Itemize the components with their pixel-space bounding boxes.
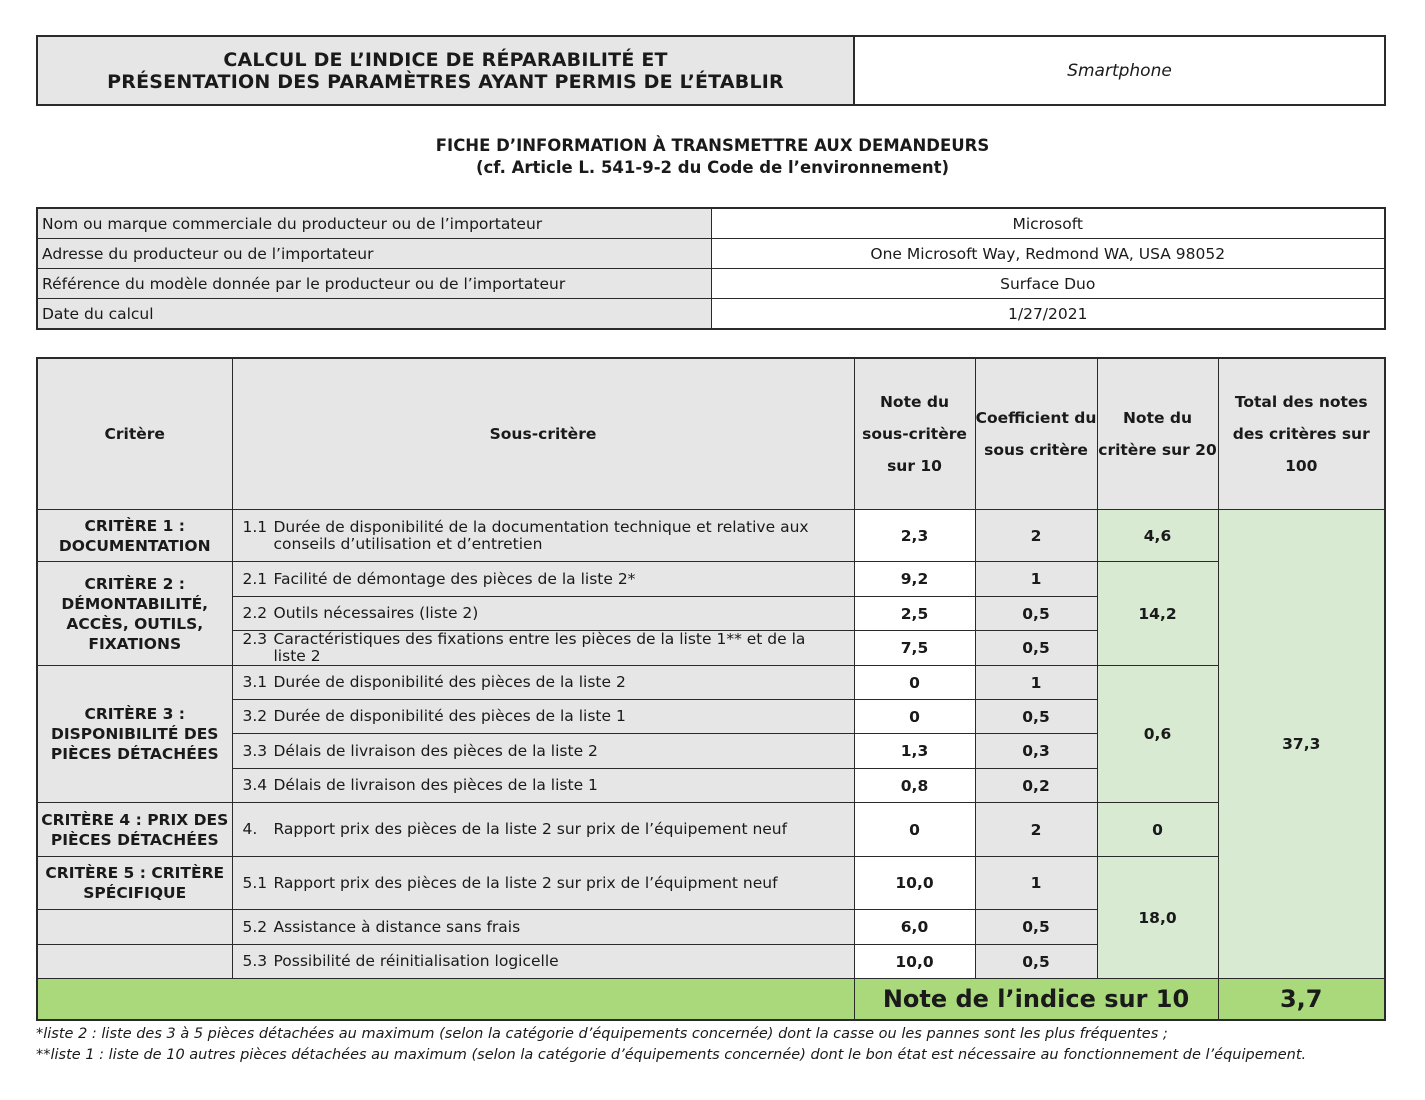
subcriterion <box>232 666 854 700</box>
criterion-5-label: CRITÈRE 5 : CRITÈRE SPÉCIFIQUE <box>37 857 232 910</box>
column-header-note-critere: Note du critère sur 20 <box>1097 358 1218 510</box>
subcriterion-number: 5.1 <box>242 873 268 892</box>
table-row <box>37 510 1385 562</box>
column-header-total: Total des notes des critères sur 100 <box>1218 358 1385 510</box>
subcriterion-number: 4. <box>242 820 258 838</box>
subcriterion-coefficient: 0,3 <box>975 734 1097 769</box>
subcriterion-text: Rapport prix des pièces de la liste 2 sur prix de l’équipement neuf <box>273 820 788 838</box>
column-header-coefficient: Coefficient du sous critère <box>975 358 1097 510</box>
subcriterion <box>232 510 854 562</box>
subcriterion-text: Durée de disponibilité des pièces de la liste 1 <box>273 707 626 725</box>
footnote-liste-1: **liste 1 : liste de 10 autres pièces détachées au maximum (selon la catégorie d’équipements concernée) dont le bon état est nécessaire au fonctionnement de l’équipement. <box>36 1047 1307 1063</box>
subcriterion-number: 3.3 <box>242 741 268 760</box>
subcriterion-note: 6,0 <box>854 910 975 945</box>
product-category: Smartphone <box>854 36 1385 105</box>
info-value: Microsoft <box>711 208 1385 239</box>
subcriterion-coefficient: 0,5 <box>975 597 1097 631</box>
final-score-value: 3,7 <box>1218 979 1385 1021</box>
document-title <box>37 36 854 105</box>
column-header-critere: Critère <box>37 358 232 510</box>
subcriterion-coefficient: 0,5 <box>975 945 1097 979</box>
subcriterion-note: 2,3 <box>854 510 975 562</box>
subcriterion-coefficient: 0,5 <box>975 700 1097 734</box>
subcriterion-number: 5.3 <box>242 952 268 970</box>
criterion-1-label: CRITÈRE 1 : DOCUMENTATION <box>37 510 232 562</box>
criterion-3-label: CRITÈRE 3 : DISPONIBILITÉ DES PIÈCES DÉTACHÉES <box>37 666 232 803</box>
table-row <box>37 562 1385 597</box>
subcriterion-text: Facilité de démontage des pièces de la liste 2* <box>273 569 636 588</box>
subcriterion <box>232 700 854 734</box>
subcriterion-note: 7,5 <box>854 631 975 666</box>
subcriterion-number: 2.1 <box>242 569 268 588</box>
title-line-1: CALCUL DE L’INDICE DE RÉPARABILITÉ ET <box>223 48 668 71</box>
subcriterion-coefficient: 0,5 <box>975 631 1097 666</box>
subcriterion <box>232 597 854 631</box>
subcriterion-text: Rapport prix des pièces de la liste 2 sur prix de l’équipment neuf <box>273 873 778 892</box>
empty-criterion-cell <box>37 945 232 979</box>
subcriterion-coefficient: 2 <box>975 803 1097 857</box>
subcriterion-text: Outils nécessaires (liste 2) <box>273 604 479 622</box>
subcriterion-note: 10,0 <box>854 945 975 979</box>
subcriterion-note: 0,8 <box>854 769 975 803</box>
info-label: Nom ou marque commerciale du producteur ou de l’importateur <box>37 208 711 239</box>
subcriterion <box>232 631 854 666</box>
subcriterion <box>232 910 854 945</box>
subcriterion <box>232 945 854 979</box>
subcriterion-note: 0 <box>854 700 975 734</box>
fiche-title <box>0 135 1425 179</box>
subcriterion-text: Durée de disponibilité de la documentation technique et relative aux conseils d’utilisation et d’entretien <box>273 517 809 553</box>
info-label: Référence du modèle donnée par le producteur ou de l’importateur <box>37 269 711 299</box>
table-row <box>37 857 1385 910</box>
subcriterion-note: 0 <box>854 666 975 700</box>
subcriterion-text: Délais de livraison des pièces de la liste 1 <box>273 776 598 794</box>
criterion-1-note: 4,6 <box>1097 510 1218 562</box>
fiche-title-line-2: (cf. Article L. 541-9-2 du Code de l’environnement) <box>475 158 950 177</box>
table-row <box>37 803 1385 857</box>
total-notes-sur-100: 37,3 <box>1218 510 1385 979</box>
info-row <box>37 299 1385 330</box>
subcriterion-number: 3.1 <box>242 673 268 691</box>
subcriterion-number: 2.3 <box>242 630 268 648</box>
final-row-spacer <box>37 979 854 1021</box>
subcriterion <box>232 769 854 803</box>
info-row <box>37 208 1385 239</box>
criterion-2-label: CRITÈRE 2 : DÉMONTABILITÉ, ACCÈS, OUTILS, FIXATIONS <box>37 562 232 666</box>
info-value: 1/27/2021 <box>711 299 1385 330</box>
subcriterion-note: 9,2 <box>854 562 975 597</box>
subcriterion-coefficient: 0,2 <box>975 769 1097 803</box>
subcriterion-number: 5.2 <box>242 917 268 936</box>
subcriterion-coefficient: 1 <box>975 666 1097 700</box>
subcriterion-text: Possibilité de réinitialisation logicelle <box>273 952 559 970</box>
info-value: Surface Duo <box>711 269 1385 299</box>
subcriterion <box>232 562 854 597</box>
subcriterion <box>232 857 854 910</box>
footnote-liste-2: *liste 2 : liste des 3 à 5 pièces détachées au maximum (selon la catégorie d’équipements concernée) dont la casse ou les pannes sont les plus fréquentes ; <box>36 1026 1168 1042</box>
subcriterion-note: 10,0 <box>854 857 975 910</box>
fiche-title-line-1: FICHE D’INFORMATION À TRANSMETTRE AUX DEMANDEURS <box>435 136 990 155</box>
criterion-5-note: 18,0 <box>1097 857 1218 979</box>
subcriterion-text: Caractéristiques des fixations entre les pièces de la liste 1** et de la liste 2 <box>273 630 806 665</box>
subcriterion-number: 3.2 <box>242 707 268 725</box>
info-label: Date du calcul <box>37 299 711 330</box>
final-score-label: Note de l’indice sur 10 <box>854 979 1218 1021</box>
subcriterion-coefficient: 1 <box>975 562 1097 597</box>
subcriterion-text: Délais de livraison des pièces de la liste 2 <box>273 741 598 760</box>
subcriterion-text: Durée de disponibilité des pièces de la liste 2 <box>273 673 626 691</box>
info-value: One Microsoft Way, Redmond WA, USA 98052 <box>711 239 1385 269</box>
subcriterion-number: 2.2 <box>242 604 268 622</box>
column-header-sous-critere: Sous-critère <box>232 358 854 510</box>
info-row <box>37 269 1385 299</box>
criterion-4-label: CRITÈRE 4 : PRIX DES PIÈCES DÉTACHÉES <box>37 803 232 857</box>
scoring-table <box>36 357 1386 1021</box>
criterion-2-note: 14,2 <box>1097 562 1218 666</box>
subcriterion-note: 0 <box>854 803 975 857</box>
title-line-2: PRÉSENTATION DES PARAMÈTRES AYANT PERMIS DE L’ÉTABLIR <box>107 70 784 93</box>
producer-info-table <box>36 207 1386 330</box>
info-label: Adresse du producteur ou de l’importateur <box>37 239 711 269</box>
subcriterion-number: 3.4 <box>242 776 268 794</box>
subcriterion-note: 1,3 <box>854 734 975 769</box>
column-header-note-sous-critere: Note du sous-critère sur 10 <box>854 358 975 510</box>
subcriterion-text: Assistance à distance sans frais <box>273 917 521 936</box>
table-header-row <box>37 358 1385 510</box>
criterion-4-note: 0 <box>1097 803 1218 857</box>
subcriterion <box>232 734 854 769</box>
empty-criterion-cell <box>37 910 232 945</box>
subcriterion-coefficient: 2 <box>975 510 1097 562</box>
subcriterion-coefficient: 0,5 <box>975 910 1097 945</box>
table-row <box>37 666 1385 700</box>
subcriterion-number: 1.1 <box>242 517 268 536</box>
subcriterion-coefficient: 1 <box>975 857 1097 910</box>
final-score-row <box>37 979 1385 1021</box>
subcriterion-note: 2,5 <box>854 597 975 631</box>
info-row <box>37 239 1385 269</box>
header-table <box>36 35 1386 106</box>
subcriterion <box>232 803 854 857</box>
criterion-3-note: 0,6 <box>1097 666 1218 803</box>
